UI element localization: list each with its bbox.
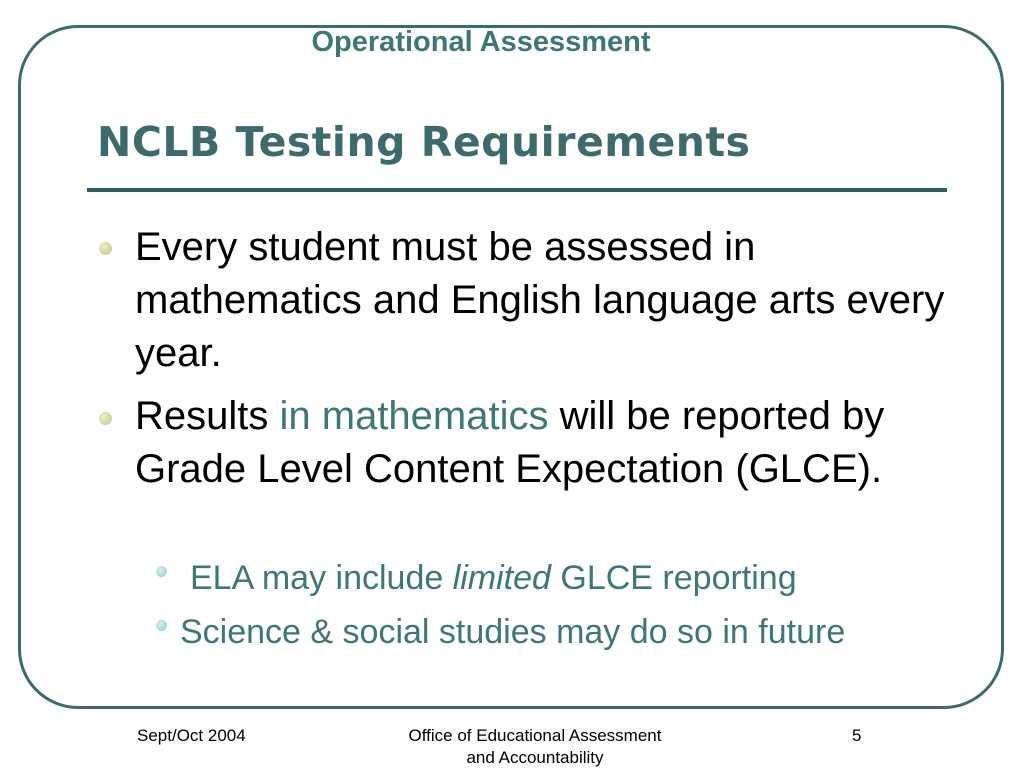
bullet-2-text xyxy=(135,390,945,496)
slide-title: NCLB Testing Requirements xyxy=(97,118,751,166)
sub-bullet-2-text: Science & social studies may do so in future xyxy=(180,613,846,651)
footer-office xyxy=(370,725,700,769)
title-divider xyxy=(87,188,947,192)
footer-date: Sept/Oct 2004 xyxy=(137,726,246,745)
sub-bullet-1-after: GLCE reporting xyxy=(550,559,797,597)
bullet-dot-icon xyxy=(99,412,112,425)
footer-office-line2: and Accountability xyxy=(466,748,604,767)
sub-bullet-1-emphasis: limited xyxy=(452,559,551,597)
footer-office-line1: Office of Educational Assessment xyxy=(408,726,662,745)
page-number: 5 xyxy=(852,726,862,745)
sub-bullet-1-before: ELA may include xyxy=(190,559,453,597)
bullet-1-text: Every student must be assessed in mathematics and English language arts every year. xyxy=(135,225,945,375)
bullet-2-highlight: in mathematics xyxy=(279,394,549,438)
sub-bullet-dot-icon xyxy=(156,566,167,577)
bullet-2-part1: Results xyxy=(135,394,280,438)
sub-bullet-dot-icon xyxy=(156,620,167,631)
bullet-2-part2: will be reported by Grade Level Content Expectation (GLCE). xyxy=(135,394,885,491)
bullet-dot-icon xyxy=(99,242,112,255)
sub-bullet-1-text xyxy=(190,558,797,598)
slide-header: Operational Assessment xyxy=(311,26,651,58)
